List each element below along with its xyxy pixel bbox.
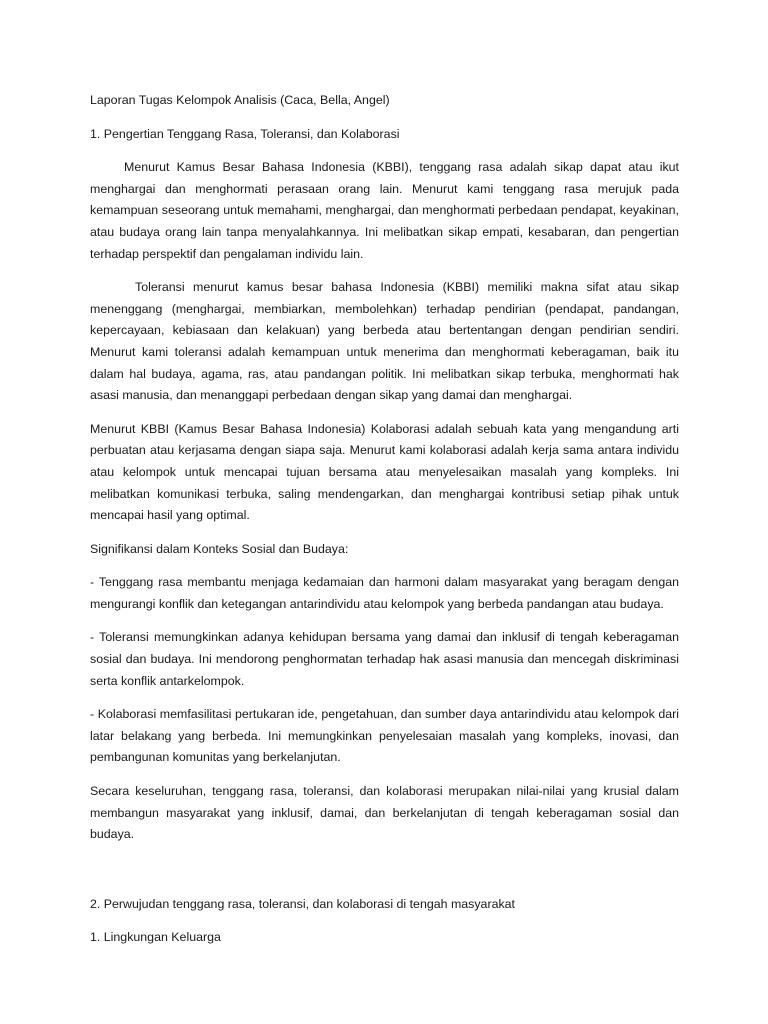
paragraph-toleransi: Toleransi menurut kamus besar bahasa Indonesia (KBBI) memiliki makna sifat atau sikap menenggang (menghargai, membiarkan, membolehkan) terhadap pendirian (pendapat, pandangan, kepercayaan, kebiasaan dan kelakuan) yang berbeda atau bertentangan dengan pendirian sendiri. Menurut kami toleransi adalah kemampuan untuk menerima dan menghormati keberagaman, baik itu dalam hal budaya, agama, ras, atau pandangan politik. Ini melibatkan sikap terbuka, menghormati hak asasi manusia, dan menanggapi perbedaan dengan sikap yang damai dan menghargai. bbox=[90, 280, 679, 403]
document-body bbox=[90, 90, 679, 961]
section-spacer bbox=[90, 858, 679, 894]
bullet-tenggang-rasa: - Tenggang rasa membantu menjaga kedamaian dan harmoni dalam masyarakat yang beragam dengan mengurangi konflik dan ketegangan antarindividu atau kelompok yang berbeda pandangan atau budaya. bbox=[90, 575, 679, 611]
bullet-toleransi: - Toleransi memungkinkan adanya kehidupan bersama yang damai dan inklusif di tengah keberagaman sosial dan budaya. Ini mendorong penghormatan terhadap hak asasi manusia dan mencegah diskriminasi serta konflik antarkelompok. bbox=[90, 630, 679, 688]
section-2-heading: 2. Perwujudan tenggang rasa, toleransi, dan kolaborasi di tengah masyarakat bbox=[90, 896, 515, 911]
bullet-kolaborasi: - Kolaborasi memfasilitasi pertukaran ide, pengetahuan, dan sumber daya antarindividu atau kelompok dari latar belakang yang berbeda. Ini memungkinkan penyelesaian masalah yang kompleks, inovasi, dan pembangunan komunitas yang berkelanjutan. bbox=[90, 707, 679, 765]
report-header: Laporan Tugas Kelompok Analisis (Caca, Bella, Angel) bbox=[90, 93, 390, 107]
subsection-heading: 1. Lingkungan Keluarga bbox=[90, 930, 221, 945]
conclusion-paragraph: Secara keseluruhan, tenggang rasa, toleransi, dan kolaborasi merupakan nilai-nilai yang krusial dalam membangun masyarakat yang inklusif, damai, dan berkelanjutan di tengah keberagaman sosial dan budaya. bbox=[90, 784, 679, 842]
paragraph-tenggang-rasa: Menurut Kamus Besar Bahasa Indonesia (KBBI), tenggang rasa adalah sikap dapat atau ikut menghargai dan menghormati perasaan orang lain. Menurut kami tenggang rasa merujuk pada kemampuan seseorang untuk memahami, menghargai, dan menghormati perbedaan pendapat, keyakinan, atau budaya orang lain tanpa menyalahkannya. Ini melibatkan sikap empati, kesabaran, dan pengertian terhadap perspektif dan pengalaman individu lain. bbox=[90, 160, 679, 261]
section-1-heading: 1. Pengertian Tenggang Rasa, Toleransi, dan Kolaborasi bbox=[90, 126, 400, 141]
paragraph-kolaborasi: Menurut KBBI (Kamus Besar Bahasa Indonesia) Kolaborasi adalah sebuah kata yang mengandung arti perbuatan atau kerjasama dengan siapa saja. Menurut kami kolaborasi adalah kerja sama antara individu atau kelompok untuk mencapai tujuan bersama atau menyelesaikan masalah yang kompleks. Ini melibatkan komunikasi terbuka, saling mendengarkan, dan menghargai kontribusi setiap pihak untuk mencapai hasil yang optimal. bbox=[90, 421, 679, 523]
significance-heading: Signifikansi dalam Konteks Sosial dan Budaya: bbox=[90, 541, 349, 556]
